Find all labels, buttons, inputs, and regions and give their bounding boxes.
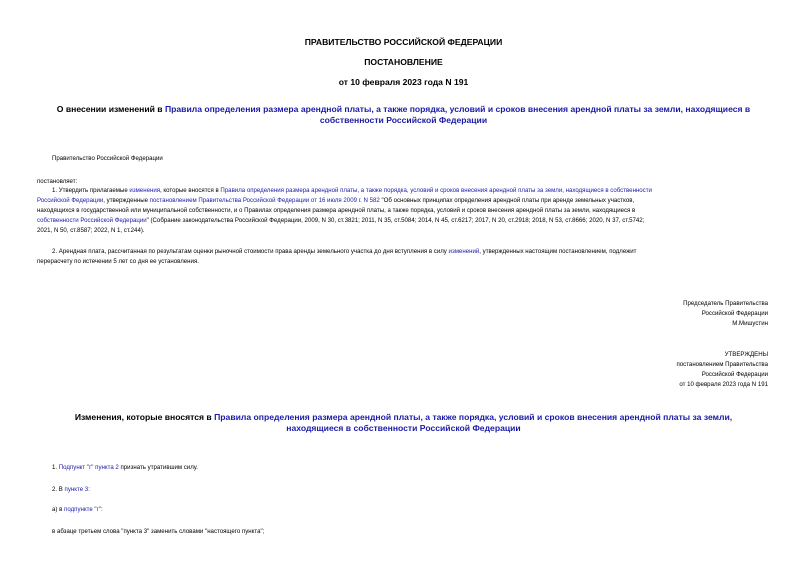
changes-title — [0, 412, 807, 434]
document-title — [0, 104, 807, 126]
approved-block — [676, 350, 768, 390]
changes-title-rules-link[interactable]: Правила определения размера арендной платы, а также порядка, условий и сроков внесения арендной платы за земли, — [214, 412, 733, 422]
p1-line-2: Российской Федерации, утвержденные постановлением Правительства Российской Федерации от 16 июля 2009 г. N 582 "Об основных принципах определения арендной платы при аренде земельных участков, — [37, 197, 635, 204]
p1-line-3: находящихся в государственной или муниципальной собственности, и о Правилах определения размера арендной платы, а также порядка, условий и сроков внесения арендной платы за земли, находящиеся в — [37, 207, 636, 214]
item-3: а) в подпункте "г": — [52, 506, 103, 513]
signature-block — [683, 299, 768, 329]
changes-link[interactable]: изменения — [129, 187, 161, 194]
approved-line-1: постановлением Правительства — [676, 361, 768, 368]
item-1: 1. Подпункт "г" пункта 2 признать утратившим силу. — [52, 464, 198, 471]
p1-line-4: собственности Российской Федерации" (Собрание законодательства Российской Федерации, 2009, N 30, ст.3821; 2011, N 35, ст.5084; 2014, N 45, ст.6217; 2017, N 20, ст.2918; 2018, N 53, ст.8666; 2020, N 37, ст.5742; — [37, 217, 645, 224]
rules-link-cont[interactable]: Российской Федерации — [37, 197, 104, 204]
point-3-link[interactable]: пункте 3 — [64, 486, 89, 493]
approved-line-2: Российской Федерации — [701, 371, 768, 378]
resolution-582-link[interactable]: постановлением Правительства Российской Федерации от 16 июля 2009 г. N 582 — [149, 197, 380, 204]
item-4: в абзаце третьем слова "пункта 3" заменить словами "настоящего пункта"; — [52, 528, 265, 535]
p1-line-5: 2021, N 50, ст.8587; 2022, N 1, ст.244). — [37, 227, 145, 234]
subparagraph-g-link[interactable]: подпункте "г" — [64, 506, 101, 513]
intro-text: Правительство Российской Федерации — [52, 155, 163, 162]
rules-link-cont-2[interactable]: собственности Российской Федерации — [37, 217, 147, 224]
title-prefix: О внесении изменений в — [56, 104, 165, 114]
p2-line-1: 2. Арендная плата, рассчитанная по результатам оценки рыночной стоимости права аренды земельного участка до дня вступления в силу изменений, утвержденных настоящим постановлением, подлежит — [52, 248, 637, 255]
changes-link-2[interactable]: изменений — [448, 248, 480, 255]
changes-title-prefix: Изменения, которые вносятся в — [74, 412, 215, 422]
doc-date: от 10 февраля 2023 года N 191 — [338, 77, 469, 87]
decides-text: постановляет: — [37, 178, 78, 185]
changes-title-rules-link-cont[interactable]: находящиеся в собственности Российской Федерации — [286, 423, 521, 433]
paragraph-1 — [37, 186, 768, 236]
approved-line-3: от 10 февраля 2023 года N 191 — [679, 381, 768, 388]
signature-name: М.Мишустин — [732, 320, 768, 327]
government-heading: ПРАВИТЕЛЬСТВО РОССИЙСКОЙ ФЕДЕРАЦИИ — [304, 37, 503, 47]
title-rules-link[interactable]: Правила определения размера арендной платы, а также порядка, условий и сроков внесения арендной платы за земли, находящиеся в — [164, 104, 751, 114]
item-2: 2. В пункте 3: — [52, 486, 90, 493]
title-rules-link-cont[interactable]: собственности Российской Федерации — [319, 115, 488, 125]
doc-type-heading: ПОСТАНОВЛЕНИЕ — [364, 57, 443, 67]
approved-label: УТВЕРЖДЕНЫ — [724, 351, 768, 358]
changes-title-line-1 — [0, 412, 807, 423]
subparagraph-g-point-2-link[interactable]: Подпункт "г" пункта 2 — [58, 464, 119, 471]
signature-position-2: Российской Федерации — [701, 310, 768, 317]
signature-position-1: Председатель Правительства — [683, 300, 768, 307]
paragraph-2 — [37, 247, 768, 267]
p2-line-2: перерасчету по истечении 5 лет со дня ее установления. — [37, 258, 199, 265]
rules-link[interactable]: Правила определения размера арендной платы, а также порядка, условий и сроков внесения арендной платы за земли, находящиеся в собственности — [220, 187, 652, 194]
title-line-1 — [0, 104, 807, 115]
p1-line-1: 1. Утвердить прилагаемые изменения, которые вносятся в Правила определения размера арендной платы, а также порядка, условий и сроков внесения арендной платы за земли, находящиеся в собственности — [52, 187, 652, 194]
